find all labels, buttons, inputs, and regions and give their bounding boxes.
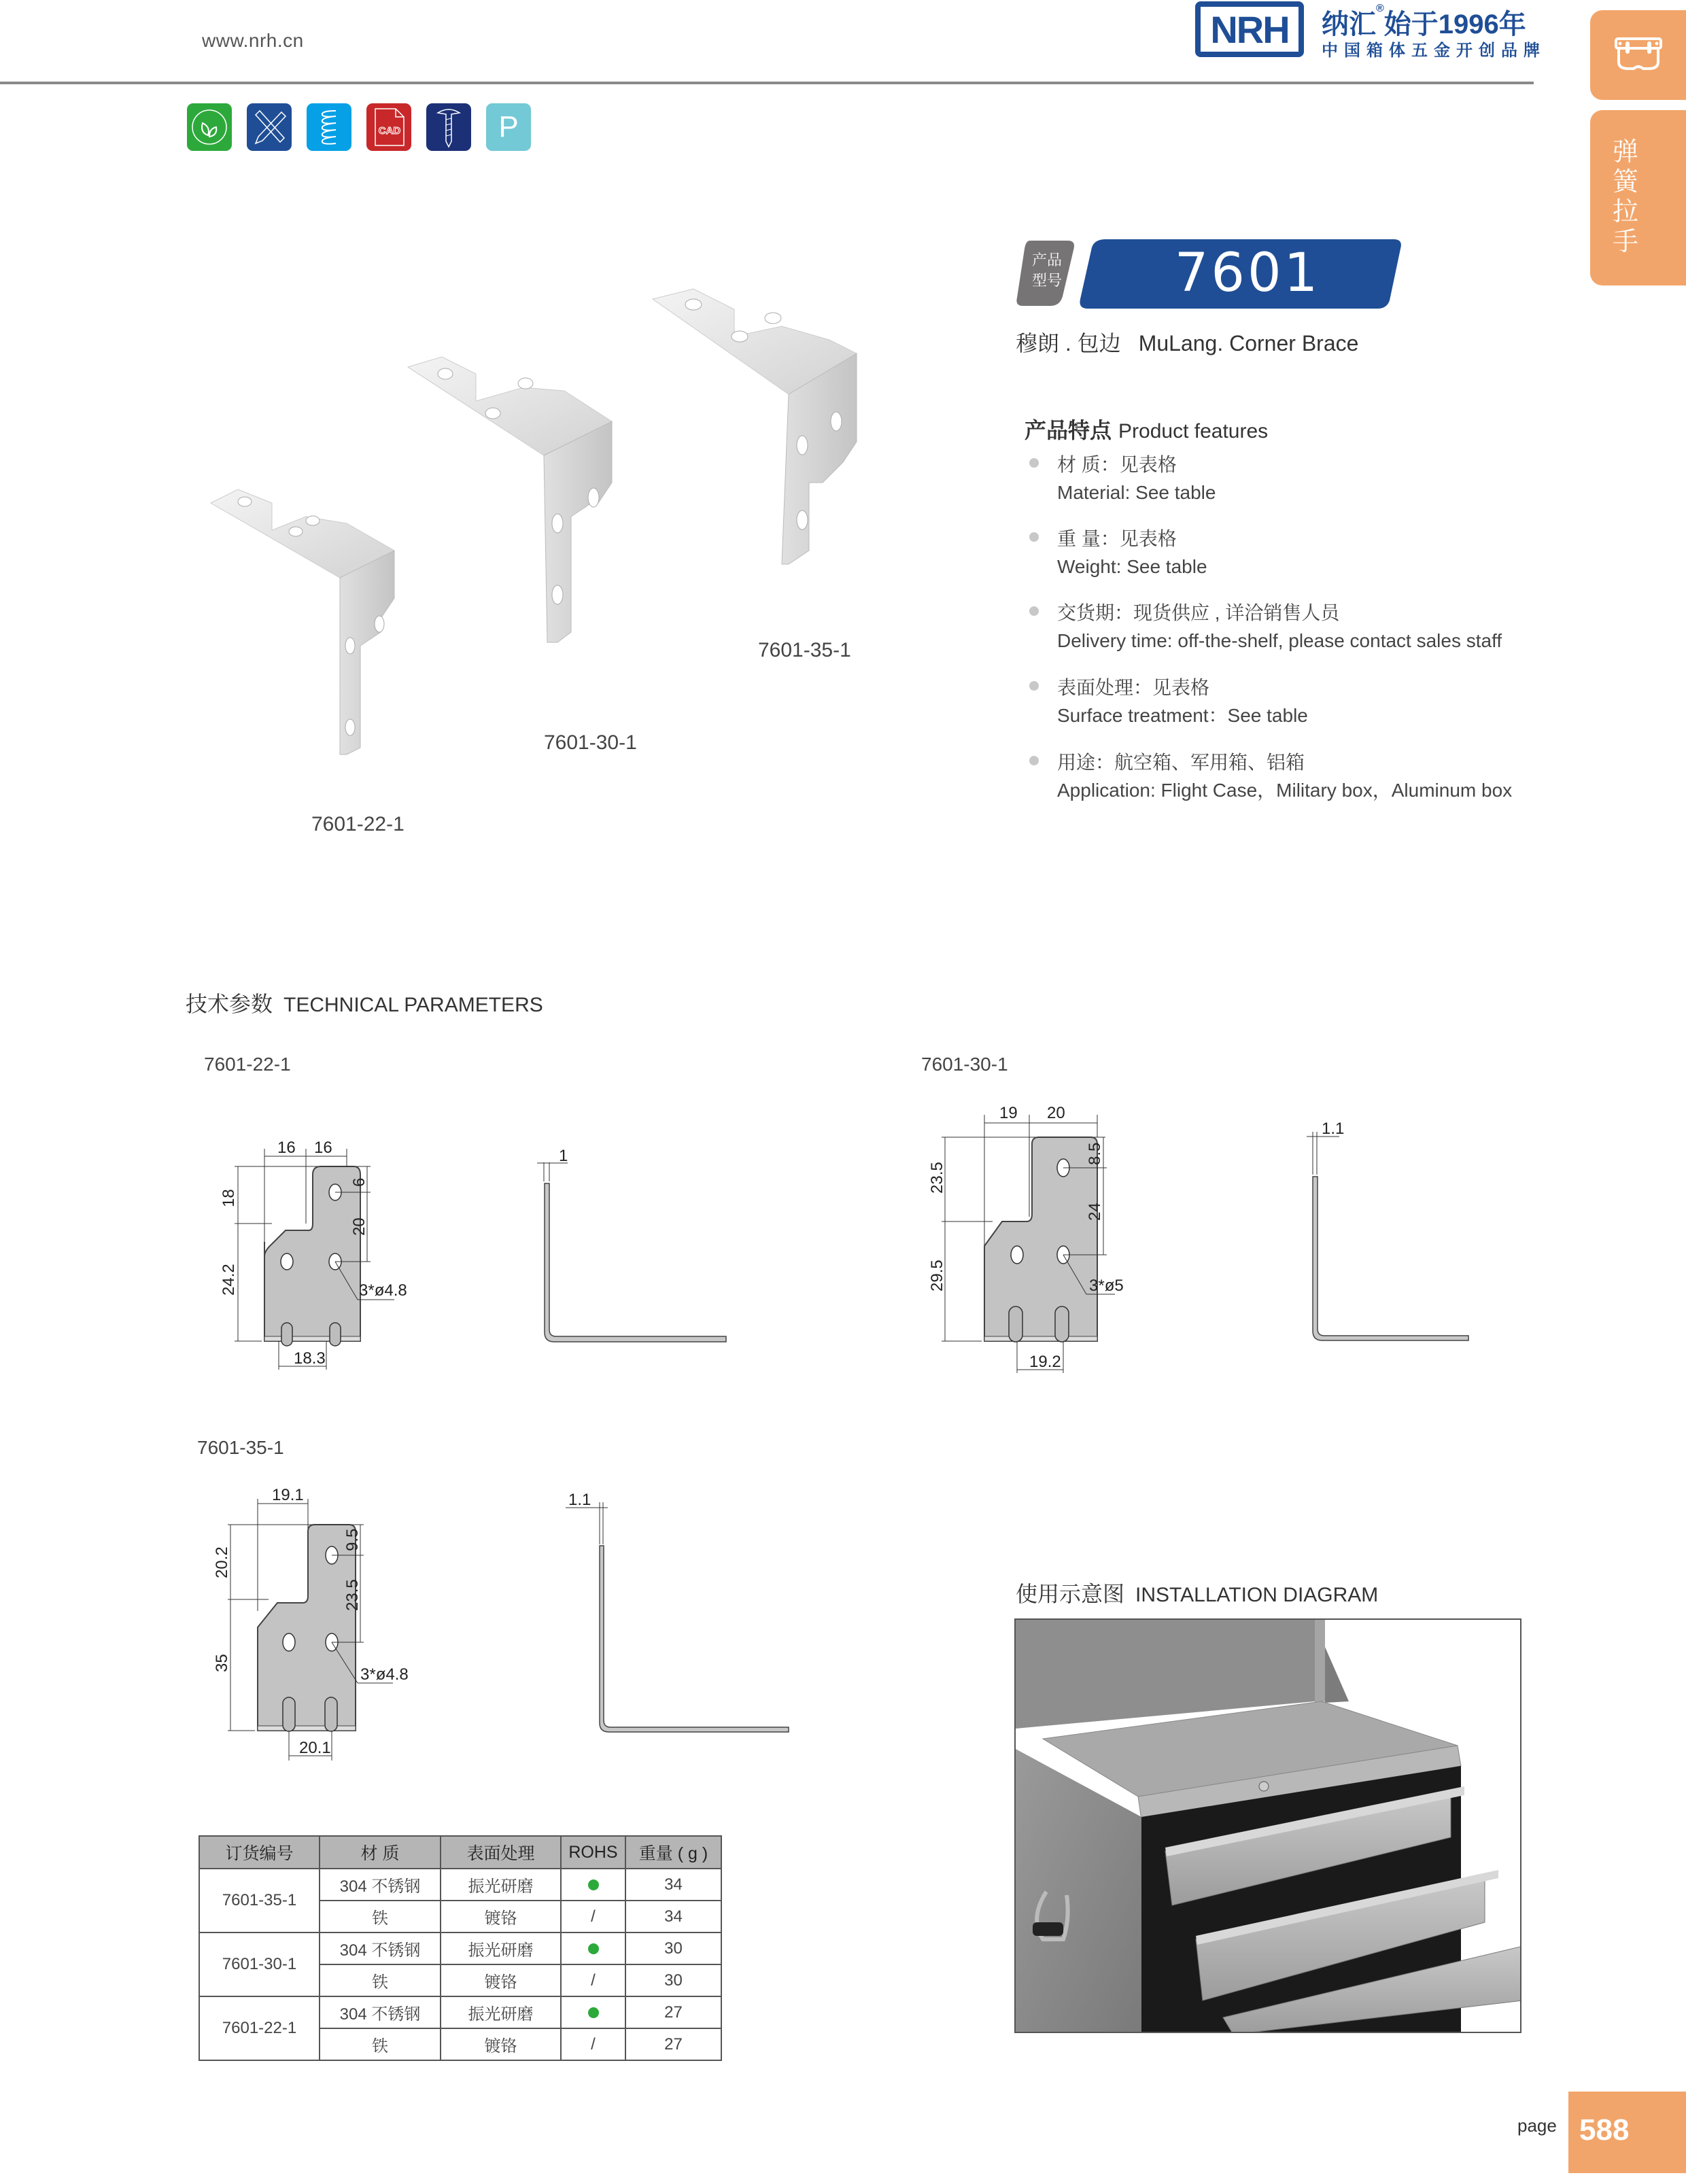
- svg-text:1.1: 1.1: [1322, 1120, 1345, 1138]
- svg-text:35: 35: [213, 1654, 231, 1672]
- col-weight: 重量 ( g ): [625, 1836, 721, 1869]
- table-header-row: [199, 1836, 721, 1869]
- drawing-label-30: 7601-30-1: [921, 1054, 1008, 1075]
- product-name-en: MuLang. Corner Brace: [1138, 331, 1359, 356]
- weight: 27: [625, 1996, 721, 2028]
- product-name-zh: 穆朗 . 包边: [1016, 331, 1121, 356]
- svg-text:3*ø4.8: 3*ø4.8: [359, 1281, 407, 1300]
- svg-text:CAD: CAD: [378, 125, 401, 137]
- svg-text:16: 16: [314, 1139, 332, 1157]
- svg-text:6: 6: [350, 1177, 368, 1187]
- rohs-cell: [561, 1932, 625, 1964]
- page-number-box: [1568, 2092, 1686, 2173]
- model-tag-label: 产品 型号: [1031, 252, 1062, 289]
- order-code: 7601-22-1: [199, 1996, 320, 2060]
- bracket-30: [408, 357, 612, 642]
- finish: 振光研磨: [441, 1932, 561, 1964]
- svg-text:9.5: 9.5: [343, 1528, 362, 1551]
- col-rohs: ROHS: [561, 1836, 625, 1869]
- rohs-compliant-icon: [588, 2007, 599, 2018]
- rohs-cell: [561, 1996, 625, 2028]
- rohs-cell: [561, 1869, 625, 1901]
- bullet-icon: [1029, 606, 1039, 616]
- material: 304 不锈钢: [320, 1932, 441, 1964]
- feature-icon-row: [187, 103, 531, 151]
- weight: 34: [625, 1869, 721, 1901]
- cad-file-icon: [366, 103, 411, 151]
- category-label: 弹簧拉手: [1612, 138, 1638, 256]
- page-label: page: [1517, 2115, 1557, 2136]
- drawing-label-22: 7601-22-1: [204, 1054, 291, 1075]
- finish: 振光研磨: [441, 1869, 561, 1901]
- features-heading: 产品特点 Product features: [1025, 418, 1269, 443]
- spring-icon: [307, 103, 351, 151]
- installation-photo: [1014, 1618, 1521, 2033]
- drawing-label-35: 7601-35-1: [197, 1437, 284, 1458]
- nrh-logo: [1195, 1, 1304, 57]
- bracket-35: [653, 289, 857, 564]
- svg-text:24: 24: [1086, 1202, 1104, 1221]
- bullet-icon: [1029, 458, 1039, 468]
- order-code: 7601-30-1: [199, 1932, 320, 1996]
- svg-text:29.5: 29.5: [928, 1260, 946, 1292]
- spec-table: [199, 1835, 722, 2061]
- brand-since: 始于1996年: [1383, 10, 1526, 39]
- registered-mark: ®: [1376, 3, 1384, 14]
- material: 铁: [320, 1901, 441, 1932]
- svg-text:19.1: 19.1: [272, 1486, 304, 1504]
- bullet-icon: [1029, 681, 1039, 691]
- drawing-7601-35-1: [190, 1475, 802, 1828]
- weight: 30: [625, 1964, 721, 1996]
- rohs-compliant-icon: [588, 1879, 599, 1890]
- weight: 34: [625, 1901, 721, 1932]
- finish: 振光研磨: [441, 1996, 561, 2028]
- table-row: [199, 1932, 721, 1964]
- finish: 镀铬: [441, 2028, 561, 2060]
- page-number: 588: [1579, 2113, 1630, 2147]
- model-number: 7601: [1174, 243, 1321, 304]
- svg-text:16: 16: [277, 1139, 296, 1157]
- rohs-compliant-icon: [588, 1943, 599, 1954]
- material: 304 不锈钢: [320, 1869, 441, 1901]
- rohs-cell: /: [561, 1901, 625, 1932]
- table-row: [199, 1869, 721, 1901]
- product-name: [1016, 326, 1358, 358]
- brand-tagline: 中国箱体五金开创品牌: [1322, 41, 1546, 60]
- material: 304 不锈钢: [320, 1996, 441, 2028]
- svg-text:1: 1: [559, 1147, 568, 1165]
- svg-text:23.5: 23.5: [928, 1162, 946, 1194]
- svg-text:20.2: 20.2: [213, 1546, 231, 1578]
- weight: 27: [625, 2028, 721, 2060]
- svg-text:20: 20: [1047, 1104, 1065, 1122]
- handle-icon: [1615, 36, 1662, 74]
- finish: 镀铬: [441, 1901, 561, 1932]
- svg-text:18.3: 18.3: [294, 1349, 326, 1368]
- brand-slogan: [1322, 3, 1526, 41]
- svg-text:24.2: 24.2: [220, 1264, 238, 1296]
- col-material: 材 质: [320, 1836, 441, 1869]
- header-divider: [0, 82, 1534, 84]
- photo-label-30: 7601-30-1: [544, 731, 637, 754]
- eco-leaf-icon: [187, 103, 232, 151]
- site-url[interactable]: www.nrh.cn: [202, 30, 304, 51]
- photo-label-35: 7601-35-1: [758, 639, 851, 661]
- weight: 30: [625, 1932, 721, 1964]
- bracket-22: [211, 489, 394, 755]
- technical-heading: 技术参数 TECHNICAL PARAMETERS: [186, 992, 543, 1016]
- p-icon: P: [486, 103, 531, 151]
- svg-text:20: 20: [350, 1217, 368, 1236]
- bullet-icon: [1029, 532, 1039, 542]
- order-code: 7601-35-1: [199, 1869, 320, 1932]
- drawing-7601-30-1: [911, 1088, 1509, 1400]
- svg-text:1.1: 1.1: [568, 1491, 591, 1509]
- svg-text:20.1: 20.1: [299, 1739, 331, 1757]
- material: 铁: [320, 2028, 441, 2060]
- col-order-code: 订货编号: [199, 1836, 320, 1869]
- brand-name: 纳汇: [1322, 10, 1376, 39]
- svg-text:8.5: 8.5: [1086, 1142, 1104, 1165]
- table-row: [199, 1996, 721, 2028]
- logo-text: NRH: [1210, 7, 1289, 51]
- svg-text:19: 19: [999, 1104, 1018, 1122]
- col-finish: 表面处理: [441, 1836, 561, 1869]
- photo-label-22: 7601-22-1: [311, 813, 405, 835]
- material: 铁: [320, 1964, 441, 1996]
- category-tab-spring-handle[interactable]: [1590, 110, 1686, 285]
- bullet-icon: [1029, 756, 1039, 765]
- svg-text:18: 18: [220, 1189, 238, 1207]
- drawing-7601-22-1: [197, 1088, 789, 1427]
- category-icon-tab[interactable]: [1590, 10, 1686, 100]
- rohs-cell: /: [561, 1964, 625, 1996]
- svg-text:3*ø4.8: 3*ø4.8: [360, 1665, 409, 1684]
- installation-heading: 使用示意图 INSTALLATION DIAGRAM: [1016, 1582, 1379, 1606]
- svg-text:19.2: 19.2: [1029, 1353, 1061, 1371]
- svg-text:3*ø5: 3*ø5: [1089, 1277, 1124, 1295]
- screw-icon: [426, 103, 471, 151]
- svg-text:23.5: 23.5: [343, 1579, 362, 1611]
- design-tools-icon: [247, 103, 292, 151]
- finish: 镀铬: [441, 1964, 561, 1996]
- rohs-cell: /: [561, 2028, 625, 2060]
